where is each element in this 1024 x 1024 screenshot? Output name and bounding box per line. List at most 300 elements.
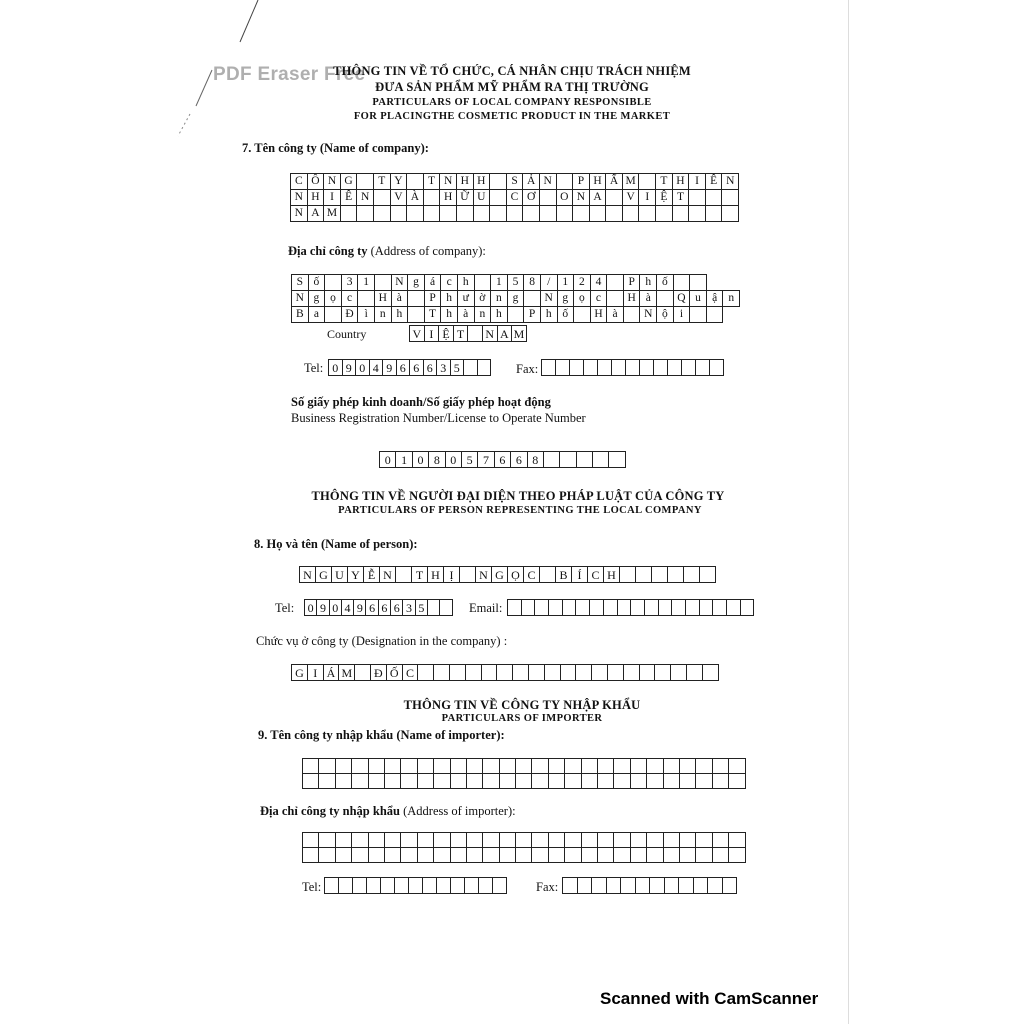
company-name-cell[interactable] bbox=[606, 206, 623, 222]
company-name-cell[interactable] bbox=[407, 206, 424, 222]
license-cell[interactable]: 6 bbox=[510, 451, 527, 468]
company-name-cell[interactable]: T bbox=[423, 174, 440, 190]
importer-tel-cell[interactable] bbox=[324, 877, 339, 894]
importer-tel-cell[interactable] bbox=[394, 877, 409, 894]
importer-address-grid[interactable] bbox=[302, 832, 746, 863]
license-cell[interactable]: 0 bbox=[412, 451, 429, 468]
importer-name-cell[interactable] bbox=[712, 759, 728, 774]
company-address-cell[interactable]: h bbox=[441, 291, 458, 307]
importer-name-cell[interactable] bbox=[679, 759, 695, 774]
designation-cell[interactable]: M bbox=[338, 664, 355, 681]
importer-fax-cell[interactable] bbox=[693, 877, 709, 894]
company-name-cell[interactable] bbox=[357, 206, 374, 222]
person-email-cell[interactable] bbox=[575, 599, 590, 616]
importer-name-cell[interactable] bbox=[466, 774, 482, 789]
company-fax-cell[interactable] bbox=[611, 359, 626, 376]
importer-tel-cell[interactable] bbox=[492, 877, 507, 894]
company-name-cell[interactable]: Ê bbox=[340, 190, 357, 206]
company-address-cell[interactable]: N bbox=[292, 291, 309, 307]
company-name-cell[interactable]: G bbox=[340, 174, 357, 190]
company-name-cell[interactable]: N bbox=[324, 174, 341, 190]
country-cell[interactable]: I bbox=[424, 325, 440, 342]
importer-name-cell[interactable] bbox=[630, 759, 646, 774]
person-name-cell[interactable]: H bbox=[427, 566, 444, 583]
company-address-cell[interactable]: H bbox=[623, 291, 640, 307]
importer-name-cell[interactable] bbox=[466, 759, 482, 774]
company-address-cell[interactable] bbox=[623, 307, 640, 323]
importer-fax-cell[interactable] bbox=[649, 877, 665, 894]
company-address-cell[interactable]: c bbox=[341, 291, 358, 307]
importer-address-cell[interactable] bbox=[417, 833, 433, 848]
person-name-cell[interactable] bbox=[619, 566, 636, 583]
company-address-cell[interactable] bbox=[507, 307, 524, 323]
company-name-cell[interactable] bbox=[639, 174, 656, 190]
importer-address-cell[interactable] bbox=[647, 833, 663, 848]
company-tel-cell[interactable]: 0 bbox=[328, 359, 343, 376]
importer-address-cell[interactable] bbox=[729, 848, 745, 863]
person-tel-cell[interactable]: 6 bbox=[365, 599, 378, 616]
company-name-cell[interactable]: V bbox=[622, 190, 639, 206]
person-name-field[interactable] bbox=[300, 566, 716, 583]
company-address-cell[interactable]: á bbox=[424, 275, 441, 291]
license-cell[interactable]: 6 bbox=[494, 451, 511, 468]
importer-address-cell[interactable] bbox=[450, 848, 466, 863]
company-tel-cell[interactable] bbox=[477, 359, 492, 376]
importer-name-cell[interactable] bbox=[384, 774, 400, 789]
person-email-cell[interactable] bbox=[712, 599, 727, 616]
designation-cell[interactable] bbox=[575, 664, 592, 681]
person-email-cell[interactable] bbox=[521, 599, 536, 616]
importer-address-cell[interactable] bbox=[466, 833, 482, 848]
company-fax-cell[interactable] bbox=[709, 359, 724, 376]
company-name-cell[interactable]: A bbox=[307, 206, 324, 222]
importer-address-cell[interactable] bbox=[565, 833, 581, 848]
company-name-cell[interactable]: Y bbox=[390, 174, 407, 190]
importer-name-cell[interactable] bbox=[516, 774, 532, 789]
company-name-cell[interactable]: N bbox=[440, 174, 457, 190]
importer-tel-cell[interactable] bbox=[450, 877, 465, 894]
company-address-cell[interactable]: ờ bbox=[474, 291, 491, 307]
person-email-cell[interactable] bbox=[671, 599, 686, 616]
company-address-cell[interactable]: N bbox=[640, 307, 657, 323]
importer-name-cell[interactable] bbox=[532, 774, 548, 789]
importer-tel-cell[interactable] bbox=[352, 877, 367, 894]
designation-cell[interactable]: Á bbox=[323, 664, 340, 681]
importer-address-cell[interactable] bbox=[712, 848, 728, 863]
person-name-cell[interactable] bbox=[395, 566, 412, 583]
company-name-grid[interactable] bbox=[290, 173, 739, 222]
company-name-cell[interactable] bbox=[490, 174, 507, 190]
importer-name-cell[interactable] bbox=[679, 774, 695, 789]
person-email-cell[interactable] bbox=[507, 599, 522, 616]
company-address-cell[interactable]: Đ bbox=[341, 307, 358, 323]
country-cell[interactable]: V bbox=[409, 325, 425, 342]
importer-name-cell[interactable] bbox=[598, 759, 614, 774]
country-cell[interactable]: Ệ bbox=[438, 325, 454, 342]
person-name-cell[interactable]: G bbox=[315, 566, 332, 583]
company-name-cell[interactable] bbox=[622, 206, 639, 222]
importer-address-cell[interactable] bbox=[401, 848, 417, 863]
importer-address-cell[interactable] bbox=[319, 833, 335, 848]
importer-address-cell[interactable] bbox=[729, 833, 745, 848]
company-address-cell[interactable] bbox=[408, 307, 425, 323]
importer-name-cell[interactable] bbox=[663, 774, 679, 789]
importer-name-cell[interactable] bbox=[483, 774, 499, 789]
company-address-cell[interactable]: i bbox=[673, 307, 690, 323]
person-tel-cell[interactable] bbox=[427, 599, 440, 616]
company-address-cell[interactable]: h bbox=[640, 275, 657, 291]
company-name-cell[interactable]: Ơ bbox=[523, 190, 540, 206]
company-name-cell[interactable] bbox=[340, 206, 357, 222]
company-address-cell[interactable]: 3 bbox=[341, 275, 358, 291]
designation-cell[interactable] bbox=[512, 664, 529, 681]
importer-name-cell[interactable] bbox=[352, 774, 368, 789]
importer-name-cell[interactable] bbox=[647, 759, 663, 774]
importer-fax-field[interactable] bbox=[563, 877, 737, 894]
importer-address-cell[interactable] bbox=[335, 833, 351, 848]
company-address-cell[interactable]: ọ bbox=[325, 291, 342, 307]
person-tel-cell[interactable]: 4 bbox=[341, 599, 354, 616]
person-tel-cell[interactable] bbox=[439, 599, 452, 616]
importer-address-cell[interactable] bbox=[417, 848, 433, 863]
country-cell[interactable] bbox=[467, 325, 483, 342]
company-name-cell[interactable]: H bbox=[456, 174, 473, 190]
importer-address-cell[interactable] bbox=[384, 833, 400, 848]
person-email-cell[interactable] bbox=[589, 599, 604, 616]
company-tel-cell[interactable] bbox=[463, 359, 478, 376]
designation-cell[interactable]: G bbox=[291, 664, 308, 681]
company-address-cell[interactable]: 5 bbox=[507, 275, 524, 291]
importer-tel-cell[interactable] bbox=[478, 877, 493, 894]
company-address-cell[interactable] bbox=[690, 307, 707, 323]
importer-address-cell[interactable] bbox=[434, 833, 450, 848]
company-address-cell[interactable]: h bbox=[441, 307, 458, 323]
company-name-cell[interactable]: M bbox=[622, 174, 639, 190]
person-name-cell[interactable] bbox=[651, 566, 668, 583]
person-name-cell[interactable]: C bbox=[523, 566, 540, 583]
license-cell[interactable] bbox=[543, 451, 560, 468]
person-email-cell[interactable] bbox=[726, 599, 741, 616]
importer-name-cell[interactable] bbox=[614, 774, 630, 789]
company-address-cell[interactable]: h bbox=[391, 307, 408, 323]
importer-tel-cell[interactable] bbox=[436, 877, 451, 894]
importer-name-cell[interactable] bbox=[647, 774, 663, 789]
importer-name-cell[interactable] bbox=[712, 774, 728, 789]
importer-name-cell[interactable] bbox=[499, 759, 515, 774]
company-name-cell[interactable]: N bbox=[573, 190, 590, 206]
importer-name-cell[interactable] bbox=[581, 774, 597, 789]
importer-address-cell[interactable] bbox=[581, 848, 597, 863]
person-name-cell[interactable]: Ễ bbox=[363, 566, 380, 583]
company-name-cell[interactable] bbox=[556, 174, 573, 190]
company-fax-cell[interactable] bbox=[541, 359, 556, 376]
importer-name-cell[interactable] bbox=[548, 774, 564, 789]
importer-address-cell[interactable] bbox=[598, 833, 614, 848]
importer-name-cell[interactable] bbox=[303, 774, 319, 789]
importer-tel-cell[interactable] bbox=[338, 877, 353, 894]
designation-cell[interactable] bbox=[560, 664, 577, 681]
importer-address-cell[interactable] bbox=[303, 833, 319, 848]
company-name-cell[interactable] bbox=[490, 190, 507, 206]
company-address-cell[interactable]: P bbox=[623, 275, 640, 291]
person-tel-cell[interactable]: 6 bbox=[378, 599, 391, 616]
company-address-cell[interactable]: ì bbox=[358, 307, 375, 323]
importer-name-cell[interactable] bbox=[729, 774, 745, 789]
company-address-cell[interactable]: g bbox=[408, 275, 425, 291]
company-name-cell[interactable]: T bbox=[672, 190, 689, 206]
importer-name-cell[interactable] bbox=[417, 774, 433, 789]
company-name-cell[interactable]: H bbox=[672, 174, 689, 190]
company-tel-cell[interactable]: 9 bbox=[342, 359, 357, 376]
designation-cell[interactable] bbox=[354, 664, 371, 681]
importer-fax-cell[interactable] bbox=[707, 877, 723, 894]
importer-name-cell[interactable] bbox=[565, 759, 581, 774]
country-cell[interactable]: N bbox=[482, 325, 498, 342]
company-name-cell[interactable]: H bbox=[307, 190, 324, 206]
person-name-cell[interactable]: N bbox=[299, 566, 316, 583]
company-fax-cell[interactable] bbox=[695, 359, 710, 376]
importer-tel-cell[interactable] bbox=[422, 877, 437, 894]
company-address-cell[interactable]: à bbox=[607, 307, 624, 323]
company-tel-cell[interactable]: 6 bbox=[396, 359, 411, 376]
company-tel-cell[interactable]: 5 bbox=[450, 359, 465, 376]
importer-name-cell[interactable] bbox=[663, 759, 679, 774]
importer-fax-cell[interactable] bbox=[664, 877, 680, 894]
company-name-cell[interactable] bbox=[672, 206, 689, 222]
company-address-cell[interactable] bbox=[690, 275, 707, 291]
person-name-cell[interactable]: G bbox=[491, 566, 508, 583]
importer-address-cell[interactable] bbox=[581, 833, 597, 848]
importer-name-cell[interactable] bbox=[598, 774, 614, 789]
importer-name-cell[interactable] bbox=[352, 759, 368, 774]
person-email-field[interactable] bbox=[508, 599, 754, 616]
company-address-cell[interactable] bbox=[607, 291, 624, 307]
designation-cell[interactable] bbox=[496, 664, 513, 681]
company-name-cell[interactable]: N bbox=[722, 174, 739, 190]
company-tel-cell[interactable]: 6 bbox=[409, 359, 424, 376]
company-tel-cell[interactable]: 6 bbox=[423, 359, 438, 376]
company-address-cell[interactable] bbox=[358, 291, 375, 307]
person-email-cell[interactable] bbox=[630, 599, 645, 616]
company-name-cell[interactable]: N bbox=[291, 206, 308, 222]
importer-name-cell[interactable] bbox=[565, 774, 581, 789]
designation-cell[interactable]: Ố bbox=[386, 664, 403, 681]
importer-name-cell[interactable] bbox=[483, 759, 499, 774]
company-address-cell[interactable]: N bbox=[540, 291, 557, 307]
importer-address-cell[interactable] bbox=[598, 848, 614, 863]
importer-address-cell[interactable] bbox=[368, 848, 384, 863]
importer-address-cell[interactable] bbox=[352, 833, 368, 848]
company-name-cell[interactable]: N bbox=[357, 190, 374, 206]
company-name-cell[interactable]: O bbox=[556, 190, 573, 206]
company-name-cell[interactable]: M bbox=[324, 206, 341, 222]
company-fax-cell[interactable] bbox=[639, 359, 654, 376]
importer-fax-cell[interactable] bbox=[678, 877, 694, 894]
designation-cell[interactable] bbox=[481, 664, 498, 681]
company-name-cell[interactable] bbox=[473, 206, 490, 222]
company-name-cell[interactable] bbox=[523, 206, 540, 222]
company-name-cell[interactable]: À bbox=[407, 190, 424, 206]
company-address-cell[interactable]: ư bbox=[457, 291, 474, 307]
company-address-cell[interactable]: ọ bbox=[574, 291, 591, 307]
importer-fax-cell[interactable] bbox=[606, 877, 622, 894]
company-address-cell[interactable] bbox=[657, 291, 674, 307]
person-name-cell[interactable]: Í bbox=[571, 566, 588, 583]
importer-tel-cell[interactable] bbox=[464, 877, 479, 894]
person-email-cell[interactable] bbox=[644, 599, 659, 616]
person-tel-cell[interactable]: 6 bbox=[390, 599, 403, 616]
company-fax-cell[interactable] bbox=[569, 359, 584, 376]
importer-address-cell[interactable] bbox=[565, 848, 581, 863]
importer-address-cell[interactable] bbox=[712, 833, 728, 848]
company-name-cell[interactable] bbox=[440, 206, 457, 222]
importer-name-cell[interactable] bbox=[335, 774, 351, 789]
company-address-cell[interactable]: h bbox=[457, 275, 474, 291]
company-name-cell[interactable]: V bbox=[390, 190, 407, 206]
company-address-cell[interactable]: ố bbox=[557, 307, 574, 323]
importer-fax-cell[interactable] bbox=[620, 877, 636, 894]
company-name-cell[interactable] bbox=[390, 206, 407, 222]
company-name-cell[interactable]: T bbox=[373, 174, 390, 190]
company-address-cell[interactable]: h bbox=[540, 307, 557, 323]
license-number-field[interactable] bbox=[380, 451, 626, 468]
license-cell[interactable] bbox=[608, 451, 625, 468]
company-name-cell[interactable] bbox=[490, 206, 507, 222]
company-name-cell[interactable] bbox=[689, 190, 706, 206]
designation-cell[interactable]: C bbox=[402, 664, 419, 681]
person-tel-cell[interactable]: 0 bbox=[329, 599, 342, 616]
company-name-cell[interactable]: U bbox=[473, 190, 490, 206]
importer-name-cell[interactable] bbox=[434, 774, 450, 789]
company-address-cell[interactable]: H bbox=[590, 307, 607, 323]
company-name-cell[interactable]: I bbox=[639, 190, 656, 206]
company-fax-field[interactable] bbox=[542, 359, 724, 376]
importer-name-cell[interactable] bbox=[630, 774, 646, 789]
company-fax-cell[interactable] bbox=[667, 359, 682, 376]
company-name-cell[interactable]: I bbox=[324, 190, 341, 206]
importer-name-cell[interactable] bbox=[548, 759, 564, 774]
importer-address-cell[interactable] bbox=[516, 833, 532, 848]
company-address-cell[interactable]: g bbox=[308, 291, 325, 307]
company-name-cell[interactable] bbox=[573, 206, 590, 222]
importer-address-cell[interactable] bbox=[303, 848, 319, 863]
importer-address-cell[interactable] bbox=[696, 848, 712, 863]
importer-address-cell[interactable] bbox=[352, 848, 368, 863]
importer-address-cell[interactable] bbox=[499, 833, 515, 848]
company-name-cell[interactable] bbox=[423, 190, 440, 206]
company-name-cell[interactable]: H bbox=[589, 174, 606, 190]
company-fax-cell[interactable] bbox=[653, 359, 668, 376]
designation-cell[interactable] bbox=[670, 664, 687, 681]
company-name-cell[interactable]: T bbox=[656, 174, 673, 190]
importer-address-cell[interactable] bbox=[614, 848, 630, 863]
importer-tel-cell[interactable] bbox=[366, 877, 381, 894]
person-name-cell[interactable]: T bbox=[411, 566, 428, 583]
company-address-cell[interactable]: ậ bbox=[706, 291, 723, 307]
person-email-cell[interactable] bbox=[699, 599, 714, 616]
person-name-cell[interactable] bbox=[683, 566, 700, 583]
person-name-cell[interactable]: B bbox=[555, 566, 572, 583]
person-tel-cell[interactable]: 3 bbox=[402, 599, 415, 616]
company-name-cell[interactable] bbox=[456, 206, 473, 222]
importer-name-cell[interactable] bbox=[450, 774, 466, 789]
company-address-cell[interactable] bbox=[325, 275, 342, 291]
importer-fax-cell[interactable] bbox=[562, 877, 578, 894]
importer-name-cell[interactable] bbox=[319, 759, 335, 774]
importer-address-cell[interactable] bbox=[663, 848, 679, 863]
company-address-cell[interactable]: H bbox=[374, 291, 391, 307]
company-name-cell[interactable]: H bbox=[440, 190, 457, 206]
company-address-cell[interactable]: c bbox=[441, 275, 458, 291]
importer-address-cell[interactable] bbox=[384, 848, 400, 863]
importer-address-cell[interactable] bbox=[696, 833, 712, 848]
company-tel-cell[interactable]: 3 bbox=[436, 359, 451, 376]
company-address-cell[interactable]: N bbox=[391, 275, 408, 291]
importer-name-cell[interactable] bbox=[368, 774, 384, 789]
company-name-cell[interactable]: S bbox=[506, 174, 523, 190]
company-name-cell[interactable]: C bbox=[291, 174, 308, 190]
company-address-cell[interactable] bbox=[673, 275, 690, 291]
designation-cell[interactable] bbox=[417, 664, 434, 681]
person-email-cell[interactable] bbox=[658, 599, 673, 616]
license-cell[interactable]: 7 bbox=[477, 451, 494, 468]
company-name-cell[interactable] bbox=[689, 206, 706, 222]
importer-name-cell[interactable] bbox=[696, 759, 712, 774]
company-name-cell[interactable]: N bbox=[291, 190, 308, 206]
company-address-cell[interactable] bbox=[325, 307, 342, 323]
importer-address-cell[interactable] bbox=[499, 848, 515, 863]
importer-fax-cell[interactable] bbox=[722, 877, 738, 894]
company-tel-cell[interactable]: 0 bbox=[355, 359, 370, 376]
importer-address-cell[interactable] bbox=[679, 848, 695, 863]
importer-name-cell[interactable] bbox=[499, 774, 515, 789]
company-address-cell[interactable]: 1 bbox=[491, 275, 508, 291]
person-email-cell[interactable] bbox=[548, 599, 563, 616]
person-name-cell[interactable]: N bbox=[475, 566, 492, 583]
company-address-cell[interactable]: u bbox=[690, 291, 707, 307]
company-address-cell[interactable] bbox=[408, 291, 425, 307]
importer-address-cell[interactable] bbox=[483, 833, 499, 848]
designation-cell[interactable] bbox=[654, 664, 671, 681]
person-name-cell[interactable]: N bbox=[379, 566, 396, 583]
designation-cell[interactable] bbox=[639, 664, 656, 681]
person-name-cell[interactable] bbox=[459, 566, 476, 583]
importer-address-cell[interactable] bbox=[401, 833, 417, 848]
company-address-cell[interactable]: / bbox=[540, 275, 557, 291]
importer-address-cell[interactable] bbox=[335, 848, 351, 863]
importer-name-cell[interactable] bbox=[516, 759, 532, 774]
company-fax-cell[interactable] bbox=[555, 359, 570, 376]
importer-address-cell[interactable] bbox=[450, 833, 466, 848]
company-address-cell[interactable]: n bbox=[374, 307, 391, 323]
importer-address-cell[interactable] bbox=[614, 833, 630, 848]
company-name-cell[interactable]: I bbox=[689, 174, 706, 190]
company-name-cell[interactable] bbox=[656, 206, 673, 222]
company-address-cell[interactable]: ố bbox=[657, 275, 674, 291]
person-name-cell[interactable]: Ọ bbox=[507, 566, 524, 583]
company-name-cell[interactable] bbox=[556, 206, 573, 222]
person-name-cell[interactable] bbox=[539, 566, 556, 583]
person-name-cell[interactable] bbox=[667, 566, 684, 583]
company-tel-cell[interactable]: 9 bbox=[382, 359, 397, 376]
company-name-cell[interactable] bbox=[506, 206, 523, 222]
person-name-cell[interactable] bbox=[699, 566, 716, 583]
designation-field[interactable] bbox=[292, 664, 719, 681]
importer-name-cell[interactable] bbox=[696, 774, 712, 789]
license-cell[interactable]: 0 bbox=[379, 451, 396, 468]
company-address-cell[interactable] bbox=[474, 275, 491, 291]
company-address-cell[interactable]: ố bbox=[308, 275, 325, 291]
